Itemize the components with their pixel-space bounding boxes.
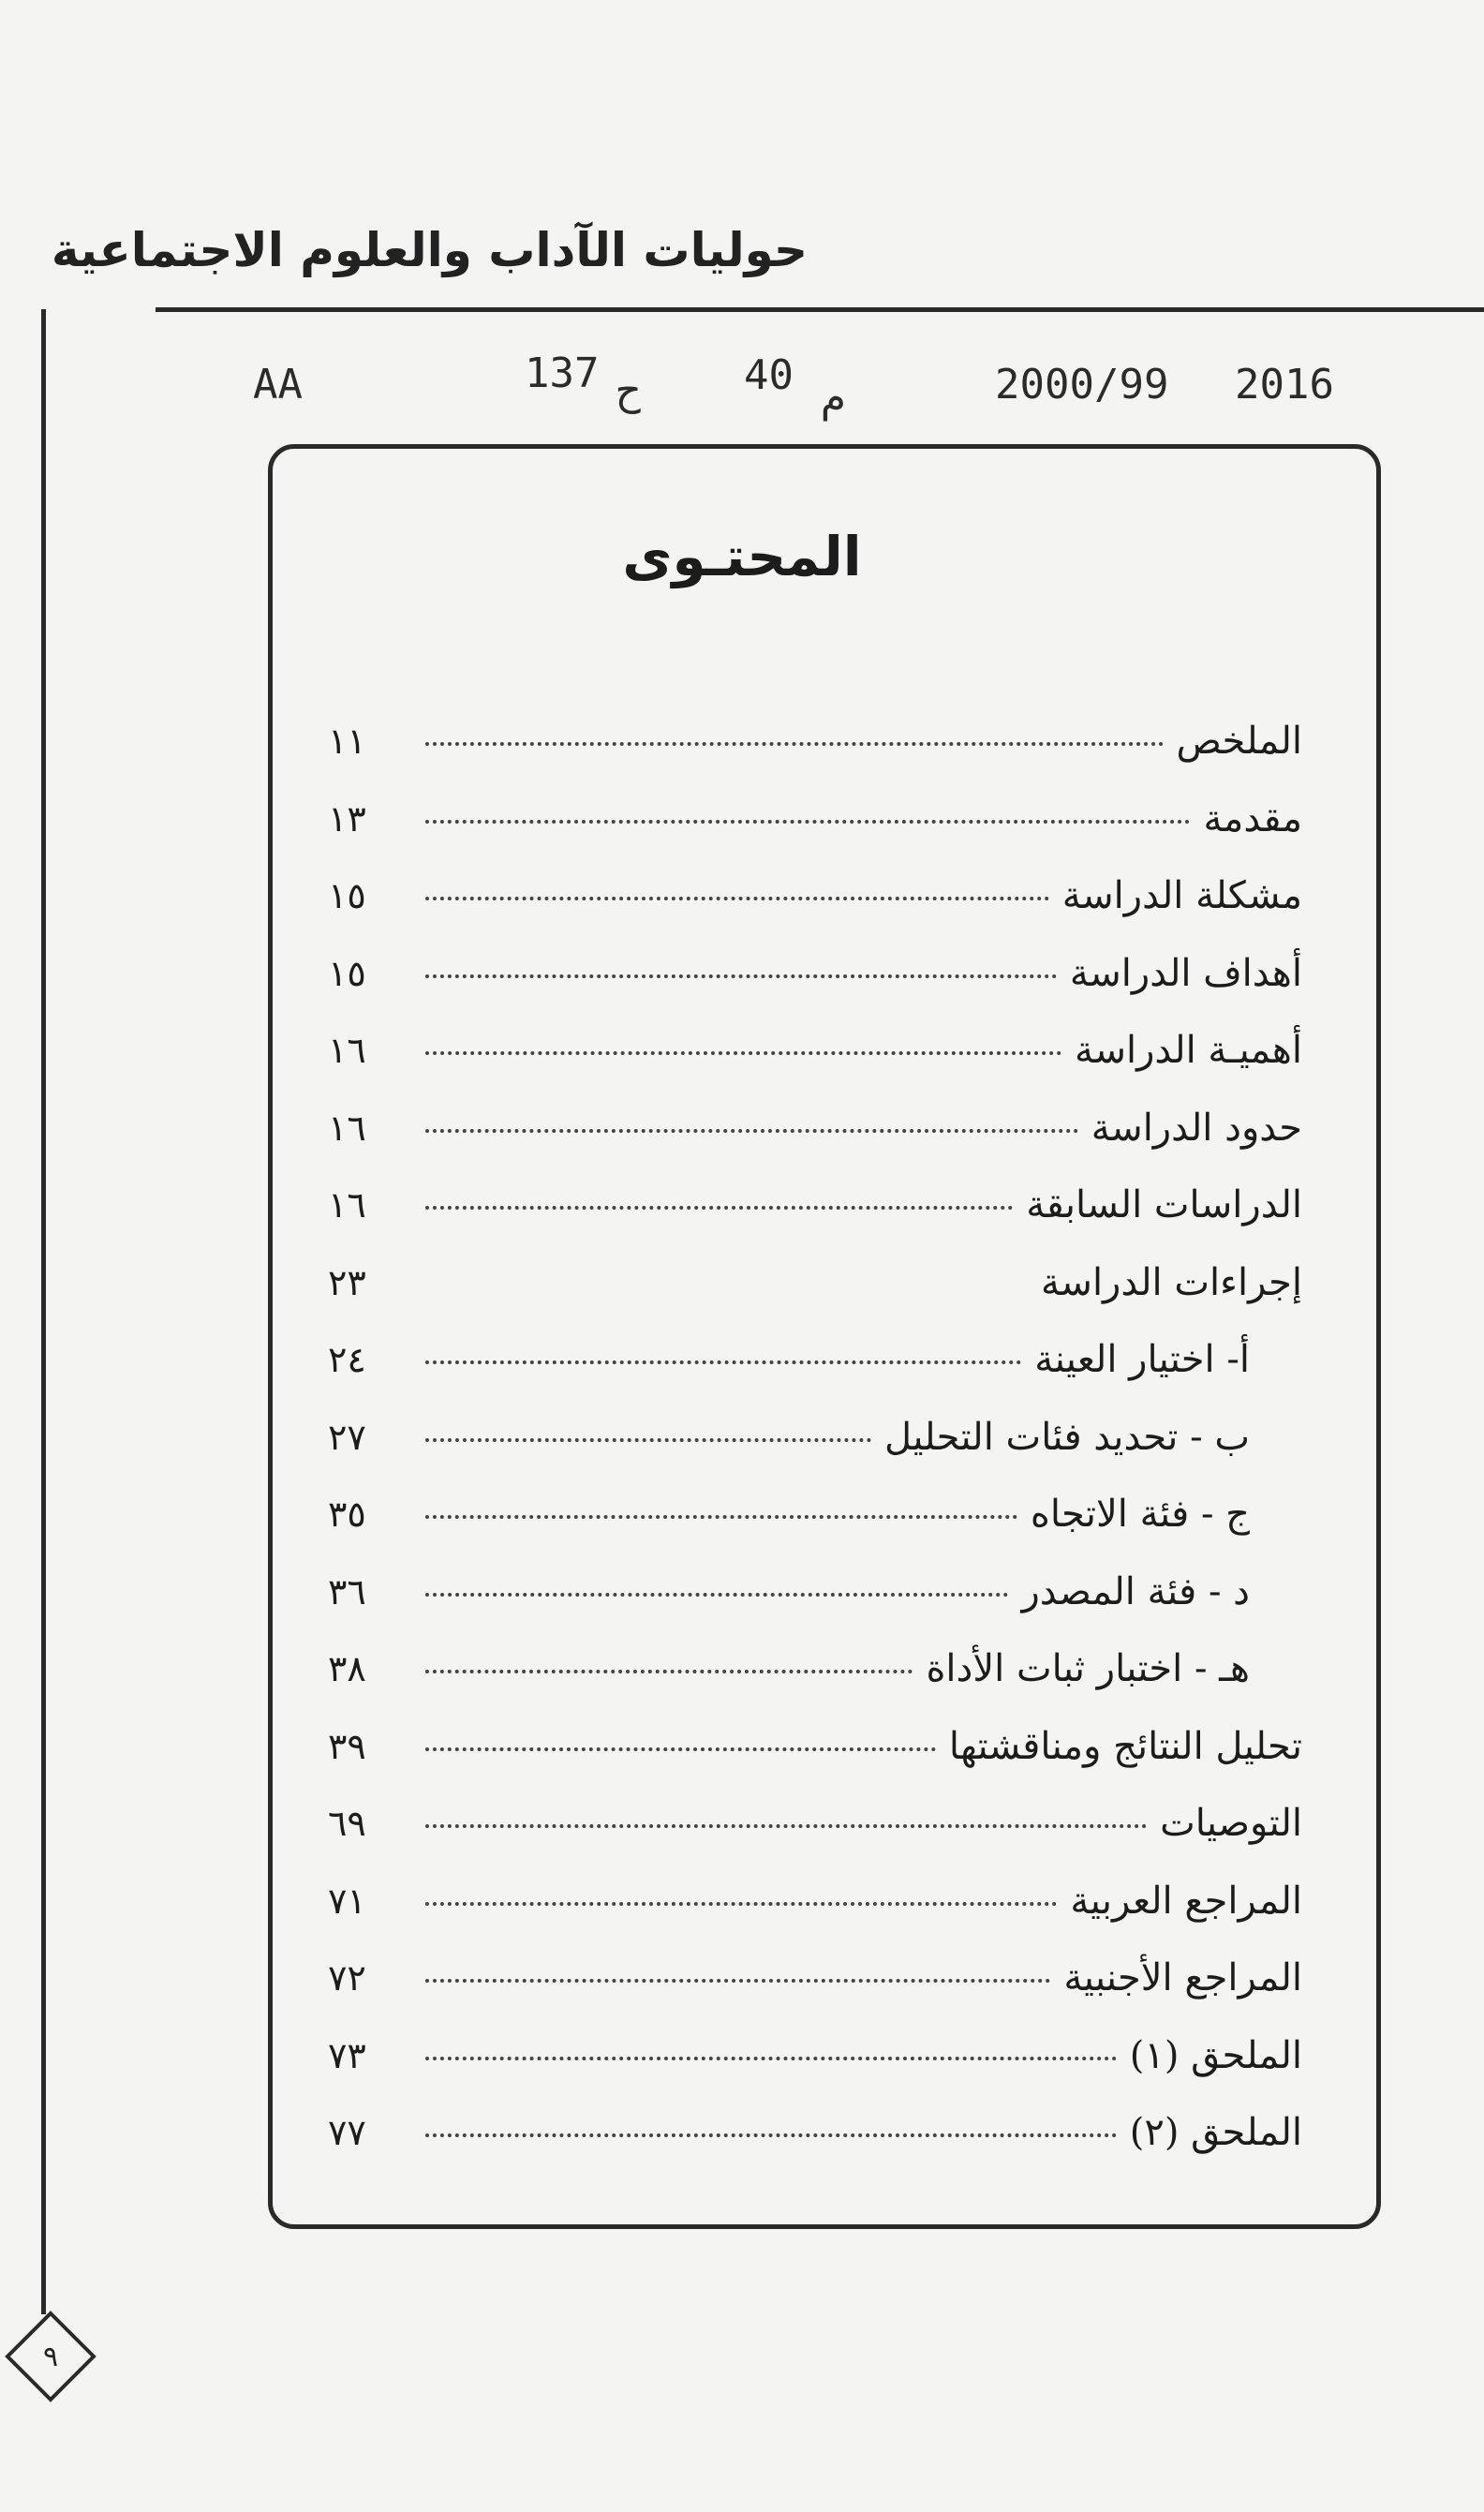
page-number: ٩ [42,2340,59,2373]
toc-entry-label: مشكلة الدراسة [1061,874,1302,917]
toc-leader-dots [425,820,1190,824]
handwritten-note [253,349,1377,436]
toc-leader-dots [425,1206,1013,1210]
toc-leader-dots [425,1902,1057,1906]
toc-entry-page: ٣٩ [328,1725,366,1767]
toc-entry-label: د - فئة المصدر [1021,1569,1250,1613]
toc-entry-label: المراجع العربية [1070,1879,1302,1923]
toc-leader-dots [425,1747,936,1751]
toc-entry-page: ٢٤ [328,1339,366,1380]
toc-entry-label: الملخص [1176,720,1302,763]
toc-entry-study-objectives [328,952,1302,1030]
toc-leader-dots [425,742,1164,746]
toc-leader-dots [425,1593,1008,1597]
toc-entry-label: ب - تحديد فئات التحليل [884,1415,1250,1459]
toc-entry-page: ١٦ [328,1107,366,1149]
toc-entry-introduction [328,797,1302,875]
toc-entry-source-category [328,1570,1302,1648]
toc-leader-dots [425,1438,871,1442]
toc-entry-page: ١٦ [328,1030,366,1071]
toc-entry-label: التوصيات [1160,1802,1302,1845]
toc-entry-label: حدود الدراسة [1091,1106,1302,1150]
toc-entry-appendix-1 [328,2034,1302,2112]
handwritten-h-value: 137 [525,349,600,397]
handwritten-year: 2016 [1235,361,1334,409]
toc-entry-page: ١٥ [328,952,366,994]
toc-entry-appendix-2 [328,2111,1302,2189]
toc-entry-arabic-references [328,1880,1302,1957]
toc-entry-reliability-test [328,1647,1302,1725]
table-of-contents [328,720,1302,2189]
toc-entry-page: ٦٩ [328,1803,366,1844]
toc-entry-results-analysis [328,1725,1302,1803]
contents-title: المحتـوى [622,525,862,588]
toc-entry-label: أهميـة الدراسة [1075,1029,1302,1072]
handwritten-marker-h: ح [616,366,642,414]
toc-entry-page: ٧١ [328,1880,366,1922]
toc-leader-dots [425,897,1049,900]
handwritten-marker-m: م [821,374,846,422]
toc-entry-study-procedures [328,1261,1302,1339]
toc-entry-page: ٧٣ [328,2034,366,2076]
toc-entry-study-problem [328,874,1302,952]
toc-leader-dots [425,1129,1078,1133]
toc-entry-label: هـ - اختبار ثبات الأداة [926,1647,1250,1690]
toc-entry-label: الدراسات السابقة [1026,1183,1302,1226]
toc-entry-study-limits [328,1107,1302,1184]
toc-entry-page: ٣٨ [328,1648,366,1689]
toc-entry-page: ٣٥ [328,1494,366,1535]
toc-leader-dots [425,1515,1017,1519]
toc-entry-page: ٣٦ [328,1570,366,1613]
toc-entry-study-importance [328,1029,1302,1107]
toc-entry-label: أ- اختيار العينة [1034,1338,1250,1381]
toc-entry-page: ٢٣ [328,1261,366,1303]
handwritten-code: AA [253,361,303,409]
toc-leader-dots [425,2057,1117,2060]
toc-entry-page: ١٣ [328,797,366,840]
toc-entry-previous-studies [328,1183,1302,1261]
toc-entry-label: إجراءات الدراسة [1040,1260,1302,1304]
toc-entry-summary [328,720,1302,797]
handwritten-date: 2000/99 [995,361,1169,409]
toc-entry-page: ١٥ [328,875,366,916]
toc-entry-label: الملحق (٢) [1129,2111,1302,2154]
toc-entry-sample-selection [328,1338,1302,1416]
toc-entry-label: المراجع الأجنبية [1063,1956,1302,1999]
toc-leader-dots [425,974,1057,978]
toc-entry-label: مقدمة [1203,796,1302,840]
toc-entry-page: ١١ [328,721,366,762]
toc-leader-dots [425,1824,1147,1828]
header-rule [156,307,1484,312]
toc-leader-dots [425,2133,1117,2137]
toc-entry-page: ٧٢ [328,1957,366,1999]
toc-entry-analysis-categories [328,1416,1302,1494]
toc-leader-dots [425,1051,1061,1055]
toc-entry-label: ج - فئة الاتجاه [1030,1493,1250,1536]
toc-entry-page: ٢٧ [328,1416,366,1458]
toc-entry-page: ١٦ [328,1184,366,1226]
toc-leader-dots [425,1979,1050,1983]
handwritten-m-value: 40 [744,351,794,399]
toc-entry-recommendations [328,1802,1302,1880]
toc-leader-dots [425,1360,1021,1364]
toc-entry-page: ٧٧ [328,2112,366,2153]
toc-entry-label: أهداف الدراسة [1069,951,1302,995]
toc-entry-foreign-references [328,1956,1302,2034]
toc-entry-label: الملحق (١) [1129,2033,1302,2077]
side-rule [41,309,46,2314]
toc-entry-label: تحليل النتائج ومناقشتها [948,1724,1302,1768]
toc-entry-direction-category [328,1493,1302,1570]
journal-title: حوليات الآداب والعلوم الاجتماعية [51,223,808,277]
toc-leader-dots [425,1670,913,1673]
